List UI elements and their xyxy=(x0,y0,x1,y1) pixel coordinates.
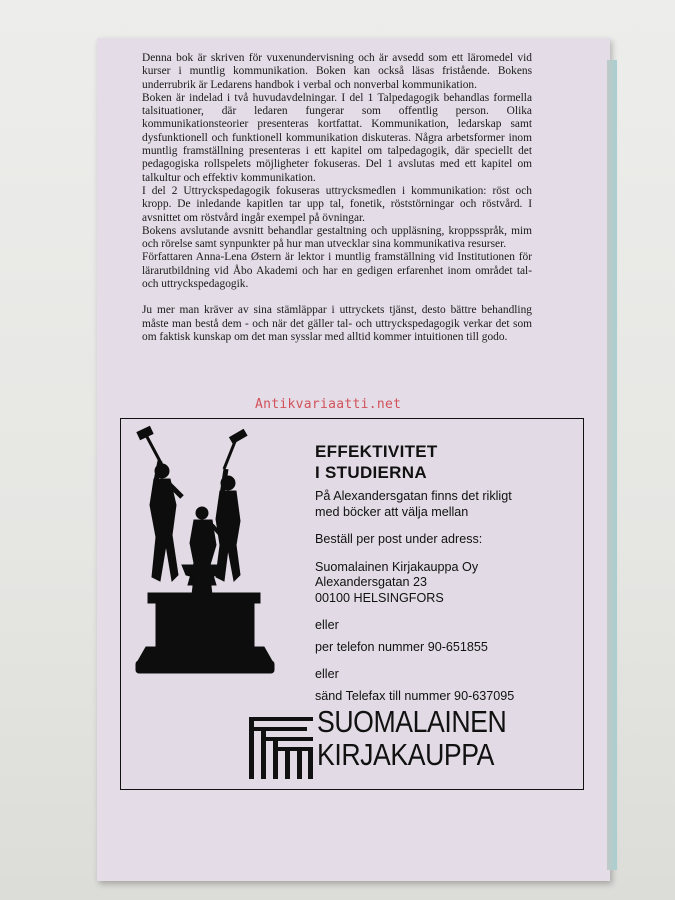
description-paragraph: Bokens avslutande avsnitt behandlar gestaltning och uppläsning, kroppsspråk, mim och rörelse samt synpunkter på hur man utvecklar sina kommunikativa resurser. xyxy=(142,224,532,251)
ad-address-city: 00100 HELSINGFORS xyxy=(315,590,444,605)
ad-phone: per telefon nummer 90-651855 xyxy=(315,639,488,654)
ad-fax: sänd Telefax till nummer 90-637095 xyxy=(315,688,515,703)
ad-text xyxy=(315,441,575,704)
book-description xyxy=(142,52,532,344)
ad-order-heading: Beställ per post under adress: xyxy=(315,532,483,546)
description-paragraph: Denna bok är skriven för vuxenundervisning och är avsedd som ett läromedel vid kurser i muntlig kommunikation. Boken kan också läsas fristående. Bokens underrubrik är Ledarens handbok i verbal och nonverbal kommunikation. xyxy=(142,52,532,91)
description-paragraph: Författaren Anna-Lena Østern är lektor i muntlig framställning vid Institutionen för lärarutbildning vid Åbo Akademi och har en gedigen erfarenhet inom området tal- och uttryckspedagogik. xyxy=(142,251,532,291)
ad-address-street: Alexandersgatan 23 xyxy=(315,575,428,589)
ad-address-company: Suomalainen Kirjakauppa Oy xyxy=(315,559,479,574)
description-paragraph: I del 2 Uttryckspedagogik fokuseras uttrycksmedlen i kommunikation: röst och kropp. De inledande kapitlen tar upp tal, fonetik, röststörningar och röstvård. I avsnittet om röstvård ingår exempel på övningar. xyxy=(142,184,532,224)
description-quote: Ju mer man kräver av sina stämläppar i uttryckets tjänst, desto bättre behandling måste man bestå dem - och när det gäller tal- och uttryckspedagogik verkar det som om faktisk kunskap om det man sysslar med alltid kommer intuitionen till godo. xyxy=(142,304,532,343)
ad-intro-line-2: med böcker att välja mellan xyxy=(315,504,469,519)
ad-or-1: eller xyxy=(315,618,339,632)
ad-title-line-1: EFFEKTIVITET xyxy=(315,442,438,461)
bookstore-advertisement xyxy=(120,418,584,790)
blacksmith-statue-image xyxy=(126,425,276,695)
ad-or-2: eller xyxy=(315,667,339,681)
watermark: Antikvariaatti.net xyxy=(255,397,402,412)
book-spine-edge xyxy=(607,60,617,870)
ad-title-line-2: I STUDIERNA xyxy=(315,463,427,482)
brand-line-2: KIRJAKAUPPA xyxy=(317,737,495,772)
brand-wordmark xyxy=(317,705,506,771)
brand-line-1: SUOMALAINEN xyxy=(317,704,507,739)
ad-intro-line-1: På Alexandersgatan finns det rikligt xyxy=(315,489,512,503)
suomalainen-kirjakauppa-logo-icon xyxy=(249,717,315,779)
description-paragraph: Boken är indelad i två huvudavdelningar. I del 1 Talpedagogik behandlas formella talsituationer, där ledaren fungerar som offentlig person. Olika kommunikationsteorier presenteras kortfattat. Kommunikation, ledarskap samt dysfunktionell och funktionell kommunikation diskuteras. Några arbetsformer inom muntlig framställning presenteras i ett kapitel om talpedagogik, där speciellt det pedagogiska rollspelets möjligheter fokuseras. Del 1 avslutas med ett kapitel om talkultur och effektiv kommunikation. xyxy=(142,91,532,184)
